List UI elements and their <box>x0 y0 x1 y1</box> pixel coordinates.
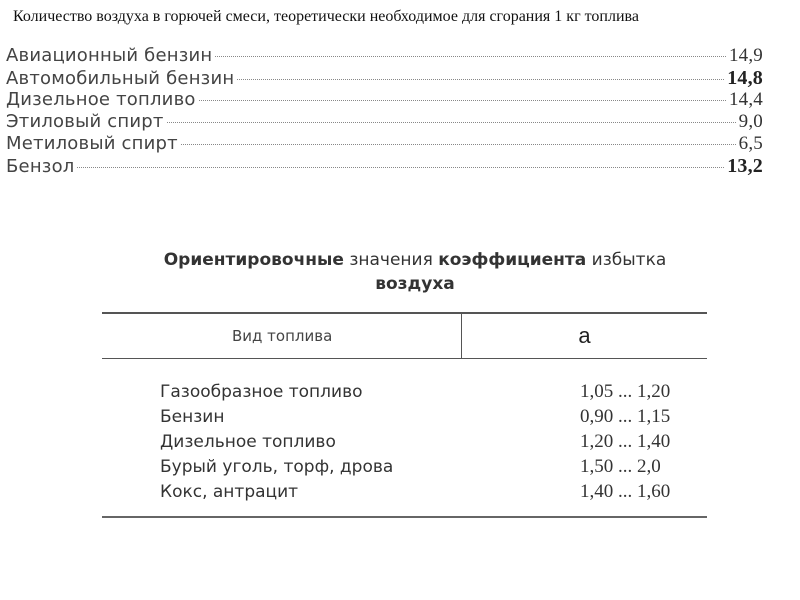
header-fuel-type: Вид топлива <box>102 314 462 358</box>
fuel-name: Дизельное топливо <box>160 431 336 452</box>
title-part: Ориентировочные <box>163 250 344 270</box>
dot-leader <box>77 167 724 168</box>
fuel-name: Этиловый спирт <box>6 111 164 132</box>
table-body <box>102 359 707 504</box>
excess-air-table <box>102 312 707 518</box>
table-header <box>102 314 707 359</box>
table-row <box>102 379 707 404</box>
title-part: избытка <box>586 250 667 270</box>
alpha-range: 0,90 ... 1,15 <box>580 405 671 427</box>
dot-leader <box>215 56 726 57</box>
fuel-name: Метиловый спирт <box>6 133 178 154</box>
excess-title-line1 <box>100 248 730 272</box>
dot-leader <box>237 79 724 80</box>
alpha-range: 1,50 ... 2,0 <box>580 455 661 477</box>
alpha-range: 1,40 ... 1,60 <box>580 480 671 502</box>
fuel-name: Дизельное топливо <box>6 89 196 110</box>
fuel-name: Авиационный бензин <box>6 45 213 66</box>
fuel-name: Бензол <box>6 156 75 177</box>
page-title: Количество воздуха в горючей смеси, теоретически необходимое для сгорания 1 кг топлива <box>13 8 639 25</box>
table-row <box>102 454 707 479</box>
air-value: 14,8 <box>727 67 763 89</box>
table-row <box>102 429 707 454</box>
air-row-ethanol <box>6 111 763 133</box>
air-row-methanol <box>6 133 763 155</box>
title-part: значения <box>343 250 439 270</box>
air-row-diesel <box>6 89 763 111</box>
excess-table-title <box>100 248 730 296</box>
air-row-aviation-gasoline <box>6 45 763 67</box>
alpha-range: 1,20 ... 1,40 <box>580 430 671 452</box>
fuel-name: Бурый уголь, торф, дрова <box>160 456 394 477</box>
fuel-name: Бензин <box>160 406 225 427</box>
air-value: 14,4 <box>728 89 763 110</box>
fuel-name: Кокс, антрацит <box>160 481 299 502</box>
table-row <box>102 404 707 429</box>
fuel-name: Автомобильный бензин <box>6 68 235 89</box>
dot-leader <box>181 144 736 145</box>
header-alpha: a <box>578 323 591 348</box>
air-row-auto-gasoline <box>6 67 763 89</box>
air-value: 6,5 <box>738 133 763 154</box>
alpha-range: 1,05 ... 1,20 <box>580 380 671 402</box>
table-bottom-rule <box>102 516 707 518</box>
title-part: коэффициента <box>438 250 587 270</box>
fuel-name: Газообразное топливо <box>160 381 363 402</box>
air-row-benzene <box>6 155 763 177</box>
air-requirement-list <box>6 45 763 177</box>
air-value: 13,2 <box>727 155 763 177</box>
air-value: 14,9 <box>728 45 763 66</box>
dot-leader <box>167 122 736 123</box>
excess-title-line2: воздуха <box>375 274 455 294</box>
dot-leader <box>199 100 726 101</box>
table-row <box>102 479 707 504</box>
air-value: 9,0 <box>738 111 763 132</box>
